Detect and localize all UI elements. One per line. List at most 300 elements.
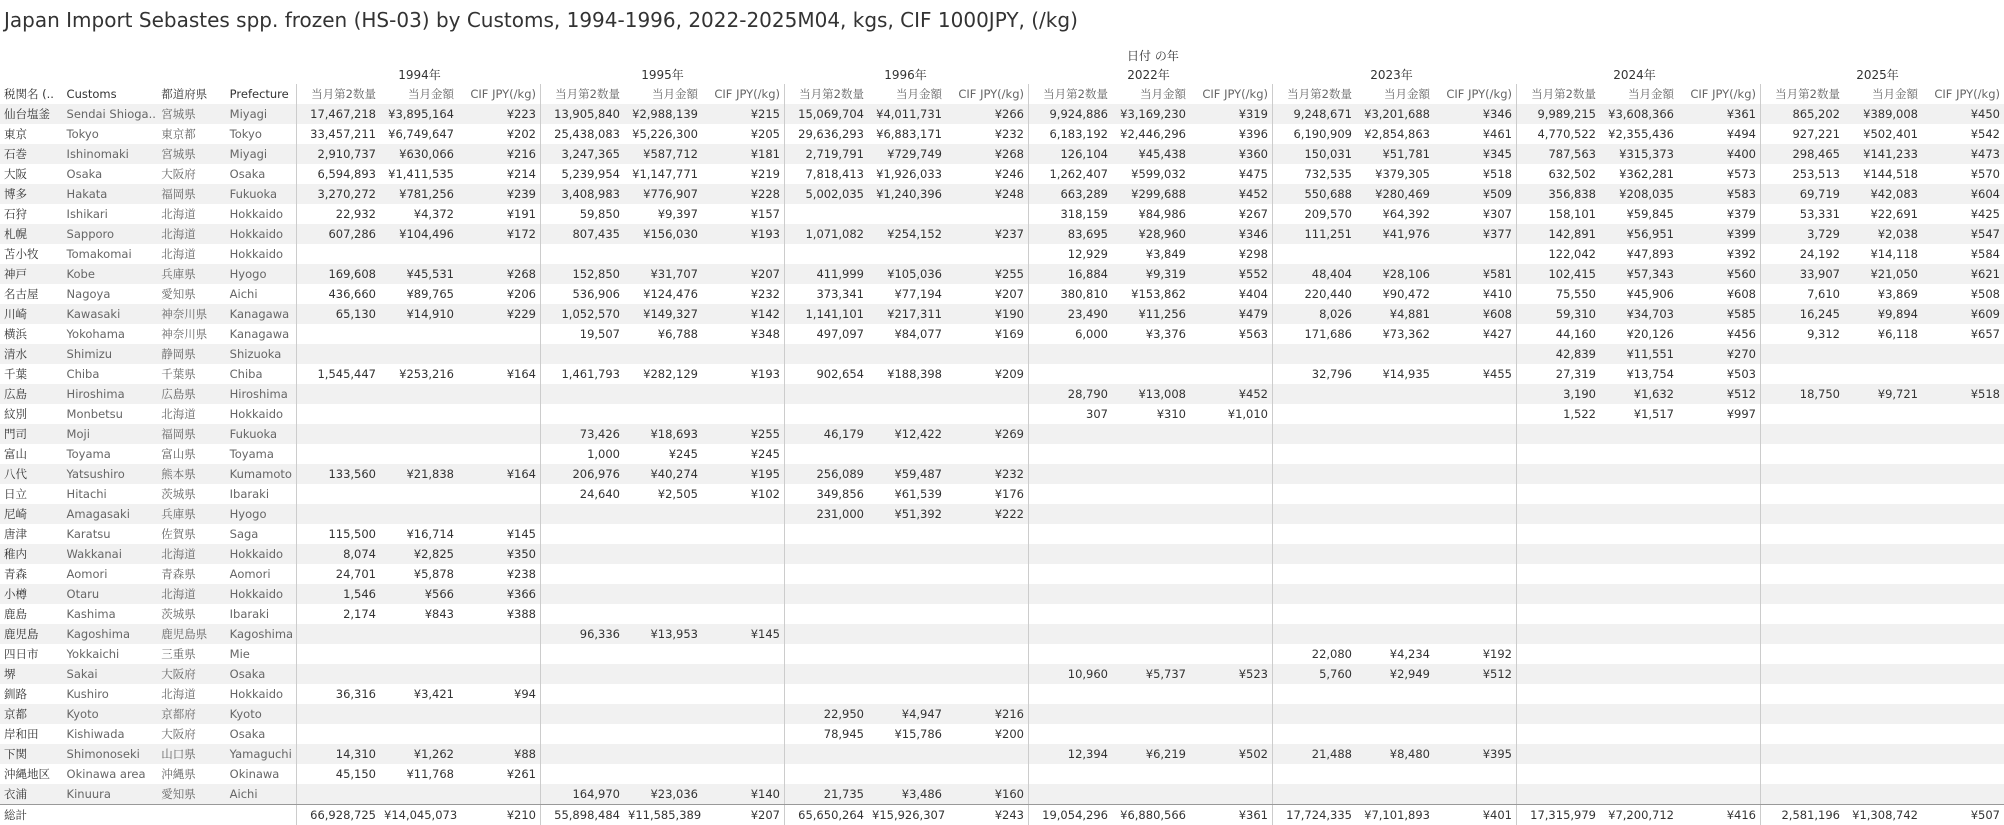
customs-name-jp: 仙台塩釜 — [4, 107, 50, 121]
customs-name-jp: 釧路 — [4, 687, 27, 701]
table-row — [0, 324, 2004, 344]
year-cell-group — [1272, 364, 1516, 384]
quantity-cell: 14,310 — [335, 747, 376, 761]
amount-cell: ¥11,768 — [406, 767, 454, 781]
year-cell-group — [1272, 744, 1516, 764]
cif-cell: ¥88 — [514, 747, 536, 761]
year-cell-group — [1028, 144, 1272, 164]
amount-cell: ¥1,147,771 — [632, 167, 698, 181]
year-cell-group — [784, 744, 1028, 764]
measure-header: 当月金額 — [408, 87, 454, 101]
cif-cell: ¥193 — [750, 227, 780, 241]
customs-name-en: Kyoto — [66, 707, 99, 721]
measure-header: CIF JPY(/kg) — [958, 87, 1024, 101]
year-cell-group — [540, 204, 784, 224]
prefecture-en: Shizuoka — [229, 347, 282, 361]
amount-cell: ¥18,693 — [650, 427, 698, 441]
amount-cell: ¥149,327 — [643, 307, 698, 321]
prefecture-en: Kanagawa — [229, 327, 290, 341]
year-cell-group — [1028, 104, 1272, 124]
table-row — [0, 744, 2004, 764]
prefecture-jp: 大阪府 — [161, 667, 196, 681]
amount-cell: ¥45,906 — [1626, 287, 1674, 301]
year-cell-group — [1516, 564, 1760, 584]
amount-cell: ¥12,422 — [894, 427, 942, 441]
year-cell-group — [1760, 704, 2004, 724]
amount-cell: ¥59,845 — [1626, 207, 1674, 221]
quantity-cell: 19,507 — [579, 327, 620, 341]
year-cell-group — [1760, 444, 2004, 464]
quantity-cell: 298,465 — [1792, 147, 1840, 161]
quantity-cell: 65,130 — [335, 307, 376, 321]
year-cell-group — [540, 364, 784, 384]
customs-name-jp: 神戸 — [4, 267, 27, 281]
year-header: 1994年 — [398, 68, 441, 82]
year-cell-group — [784, 664, 1028, 684]
measure-header-group — [1028, 84, 1272, 104]
year-cell-group — [784, 164, 1028, 184]
amount-cell: ¥22,691 — [1870, 207, 1918, 221]
amount-cell: ¥15,786 — [894, 727, 942, 741]
amount-cell: ¥1,517 — [1633, 407, 1674, 421]
amount-cell: ¥2,355,436 — [1608, 127, 1674, 141]
amount-cell: ¥1,262 — [413, 747, 454, 761]
year-cell-group — [784, 564, 1028, 584]
total-cif-cell: ¥210 — [506, 808, 536, 822]
prefecture-jp: 兵庫県 — [161, 507, 196, 521]
amount-cell: ¥1,411,535 — [388, 167, 454, 181]
amount-cell: ¥14,910 — [406, 307, 454, 321]
year-cell-group — [1028, 724, 1272, 744]
table-row — [0, 224, 2004, 244]
prefecture-jp: 宮城県 — [161, 107, 196, 121]
year-cell-group — [1272, 404, 1516, 424]
amount-cell: ¥144,518 — [1863, 167, 1918, 181]
total-cif-cell: ¥207 — [750, 808, 780, 822]
amount-cell: ¥843 — [424, 607, 454, 621]
year-cell-group — [1028, 664, 1272, 684]
year-cell-group — [1272, 144, 1516, 164]
year-cell-group — [540, 164, 784, 184]
quantity-cell: 220,440 — [1304, 287, 1352, 301]
quantity-cell: 13,905,840 — [554, 107, 620, 121]
quantity-cell: 9,312 — [1807, 327, 1840, 341]
cif-cell: ¥255 — [750, 427, 780, 441]
year-cell-group — [1028, 784, 1272, 804]
year-cell-group — [1272, 224, 1516, 244]
cif-cell: ¥608 — [1482, 307, 1512, 321]
cif-cell: ¥239 — [506, 187, 536, 201]
quantity-cell: 171,686 — [1304, 327, 1352, 341]
cif-cell: ¥345 — [1482, 147, 1512, 161]
total-cell-group — [784, 805, 1028, 825]
year-cell-group — [1516, 744, 1760, 764]
table-row — [0, 664, 2004, 684]
year-header-row — [0, 64, 2004, 84]
year-cell-group — [1760, 484, 2004, 504]
customs-name-en: Sendai Shioga.. — [66, 107, 156, 121]
cif-cell: ¥298 — [1238, 247, 1268, 261]
total-amount-cell: ¥6,880,566 — [1120, 808, 1186, 822]
quantity-cell: 29,636,293 — [798, 127, 864, 141]
cif-cell: ¥509 — [1482, 187, 1512, 201]
measure-header: 当月金額 — [1628, 87, 1674, 101]
year-header: 2024年 — [1613, 68, 1656, 82]
prefecture-jp: 富山県 — [161, 447, 196, 461]
measure-header: 当月第2数量 — [1531, 87, 1596, 101]
cif-cell: ¥346 — [1482, 107, 1512, 121]
quantity-cell: 1,000 — [587, 447, 620, 461]
measure-header: CIF JPY(/kg) — [1690, 87, 1756, 101]
year-cell-group — [1760, 664, 2004, 684]
customs-name-en: Karatsu — [66, 527, 111, 541]
prefecture-jp: 北海道 — [161, 687, 196, 701]
page-title: Japan Import Sebastes spp. frozen (HS-03) by Customs, 1994-1996, 2022-2025M04, kgs, CIF 1000JPY, (/kg) — [4, 8, 1078, 32]
prefecture-jp: 北海道 — [161, 207, 196, 221]
quantity-cell: 3,247,365 — [561, 147, 620, 161]
customs-name-en: Kushiro — [66, 687, 109, 701]
cif-cell: ¥583 — [1726, 187, 1756, 201]
year-cell-group — [296, 364, 540, 384]
quantity-cell: 150,031 — [1304, 147, 1352, 161]
total-amount-cell: ¥1,308,742 — [1852, 808, 1918, 822]
year-cell-group — [784, 364, 1028, 384]
year-cell-group — [784, 544, 1028, 564]
cif-cell: ¥193 — [750, 367, 780, 381]
quantity-cell: 21,488 — [1311, 747, 1352, 761]
amount-cell: ¥34,703 — [1626, 307, 1674, 321]
amount-cell: ¥280,469 — [1375, 187, 1430, 201]
customs-name-jp: 富山 — [4, 447, 27, 461]
year-cell-group — [1028, 284, 1272, 304]
customs-name-jp: 石巻 — [4, 147, 27, 161]
customs-name-jp: 東京 — [4, 127, 27, 141]
customs-name-en: Monbetsu — [66, 407, 123, 421]
measure-header-group — [1516, 84, 1760, 104]
amount-cell: ¥40,274 — [650, 467, 698, 481]
amount-cell: ¥6,118 — [1877, 327, 1918, 341]
year-cell-group — [784, 104, 1028, 124]
cif-cell: ¥621 — [1970, 267, 2000, 281]
year-cell-group — [1760, 504, 2004, 524]
cif-cell: ¥172 — [506, 227, 536, 241]
year-cell-group — [784, 324, 1028, 344]
year-cell-group — [296, 564, 540, 584]
year-cell-group — [1272, 684, 1516, 704]
year-cell-group — [1028, 164, 1272, 184]
cif-cell: ¥261 — [506, 767, 536, 781]
customs-name-en: Yokkaichi — [66, 647, 120, 661]
cif-cell: ¥270 — [1726, 347, 1756, 361]
quantity-cell: 9,924,886 — [1049, 107, 1108, 121]
customs-name-en: Kawasaki — [66, 307, 121, 321]
year-cell-group — [540, 424, 784, 444]
year-cell-group — [1516, 624, 1760, 644]
cif-cell: ¥400 — [1726, 147, 1756, 161]
customs-name-en: Aomori — [66, 567, 108, 581]
customs-name-en: Kishiwada — [66, 727, 125, 741]
cif-cell: ¥609 — [1970, 307, 2000, 321]
quantity-cell: 8,074 — [343, 547, 376, 561]
measure-header: 当月金額 — [652, 87, 698, 101]
quantity-cell: 231,000 — [816, 507, 864, 521]
customs-name-en: Nagoya — [66, 287, 111, 301]
year-header: 1995年 — [641, 68, 684, 82]
amount-cell: ¥14,935 — [1382, 367, 1430, 381]
customs-name-jp: 岸和田 — [4, 727, 39, 741]
year-header: 2022年 — [1127, 68, 1170, 82]
row-header-label: 税関名 (.. — [4, 87, 54, 101]
amount-cell: ¥3,608,366 — [1608, 107, 1674, 121]
cif-cell: ¥219 — [750, 167, 780, 181]
prefecture-en: Kagoshima — [229, 627, 294, 641]
cif-cell: ¥209 — [994, 367, 1024, 381]
year-cell-group — [1272, 484, 1516, 504]
quantity-cell: 380,810 — [1060, 287, 1108, 301]
year-cell-group — [1028, 184, 1272, 204]
cif-cell: ¥190 — [994, 307, 1024, 321]
prefecture-en: Miyagi — [229, 147, 268, 161]
amount-cell: ¥59,487 — [894, 467, 942, 481]
year-cell-group — [1516, 544, 1760, 564]
cif-cell: ¥229 — [506, 307, 536, 321]
customs-name-en: Sakai — [66, 667, 98, 681]
amount-cell: ¥84,986 — [1138, 207, 1186, 221]
year-cell-group — [784, 764, 1028, 784]
year-cell-group — [296, 784, 540, 804]
quantity-cell: 10,960 — [1067, 667, 1108, 681]
year-cell-group — [784, 144, 1028, 164]
total-cell-group — [1028, 805, 1272, 825]
cif-cell: ¥475 — [1238, 167, 1268, 181]
year-cell-group — [540, 464, 784, 484]
quantity-cell: 436,660 — [328, 287, 376, 301]
cif-cell: ¥508 — [1970, 287, 2000, 301]
prefecture-jp: 山口県 — [161, 747, 196, 761]
cif-cell: ¥657 — [1970, 327, 2000, 341]
year-cell-group — [296, 264, 540, 284]
customs-name-en: Hitachi — [66, 487, 107, 501]
customs-name-jp: 札幌 — [4, 227, 27, 241]
cif-cell: ¥206 — [506, 287, 536, 301]
cif-cell: ¥207 — [994, 287, 1024, 301]
quantity-cell: 142,891 — [1548, 227, 1596, 241]
year-cell-group — [1760, 244, 2004, 264]
year-cell-group — [1516, 444, 1760, 464]
quantity-cell: 133,560 — [328, 467, 376, 481]
amount-cell: ¥20,126 — [1626, 327, 1674, 341]
customs-name-en: Chiba — [66, 367, 100, 381]
year-cell-group — [1028, 364, 1272, 384]
amount-cell: ¥3,849 — [1145, 247, 1186, 261]
cif-cell: ¥479 — [1238, 307, 1268, 321]
cif-cell: ¥570 — [1970, 167, 2000, 181]
year-cell-group — [296, 724, 540, 744]
quantity-cell: 256,089 — [816, 467, 864, 481]
amount-cell: ¥776,907 — [643, 187, 698, 201]
measure-header: 当月第2数量 — [1043, 87, 1108, 101]
customs-name-en: Osaka — [66, 167, 103, 181]
year-cell-group — [540, 504, 784, 524]
year-cell-group — [540, 704, 784, 724]
cif-cell: ¥145 — [506, 527, 536, 541]
cif-cell: ¥503 — [1726, 367, 1756, 381]
table-row — [0, 264, 2004, 284]
quantity-cell: 3,190 — [1563, 387, 1596, 401]
year-cell-group — [296, 484, 540, 504]
total-quantity-cell: 19,054,296 — [1042, 808, 1108, 822]
prefecture-jp: 北海道 — [161, 227, 196, 241]
table-row — [0, 724, 2004, 744]
quantity-cell: 6,000 — [1075, 327, 1108, 341]
customs-name-jp: 稚内 — [4, 547, 27, 561]
year-cell-group — [1272, 424, 1516, 444]
year-header: 1996年 — [884, 68, 927, 82]
year-cell-group — [540, 344, 784, 364]
year-cell-group — [296, 284, 540, 304]
cif-cell: ¥200 — [994, 727, 1024, 741]
cif-cell: ¥268 — [506, 267, 536, 281]
quantity-cell: 7,610 — [1807, 287, 1840, 301]
prefecture-jp: 広島県 — [161, 387, 196, 401]
year-cell-group — [1516, 104, 1760, 124]
year-cell-group — [296, 584, 540, 604]
table-row — [0, 284, 2004, 304]
cif-cell: ¥518 — [1970, 387, 2000, 401]
measure-header: 当月第2数量 — [311, 87, 376, 101]
quantity-cell: 550,688 — [1304, 187, 1352, 201]
year-cell-group — [1760, 524, 2004, 544]
measure-header: 当月第2数量 — [555, 87, 620, 101]
amount-cell: ¥61,539 — [894, 487, 942, 501]
quantity-cell: 3,408,983 — [561, 187, 620, 201]
cif-cell: ¥176 — [994, 487, 1024, 501]
year-header: 2025年 — [1856, 68, 1899, 82]
year-cell-group — [296, 524, 540, 544]
year-cell-group — [296, 224, 540, 244]
year-cell-group — [1272, 184, 1516, 204]
year-cell-group — [1760, 224, 2004, 244]
year-cell-group — [1760, 684, 2004, 704]
customs-name-jp: 四日市 — [4, 647, 39, 661]
prefecture-en: Osaka — [229, 167, 266, 181]
amount-cell: ¥729,749 — [887, 147, 942, 161]
measure-header: CIF JPY(/kg) — [1446, 87, 1512, 101]
year-cell-group — [1760, 464, 2004, 484]
quantity-cell: 373,341 — [816, 287, 864, 301]
prefecture-en: Hiroshima — [229, 387, 288, 401]
customs-name-jp: 鹿児島 — [4, 627, 39, 641]
table-body — [0, 104, 2004, 804]
year-cell-group — [1760, 364, 2004, 384]
crosstab-table — [0, 44, 2004, 825]
year-cell-group — [296, 444, 540, 464]
year-cell-group — [296, 184, 540, 204]
year-cell-group — [1760, 404, 2004, 424]
quantity-cell: 24,701 — [335, 567, 376, 581]
prefecture-en: Ibaraki — [229, 487, 270, 501]
total-cell-group — [1272, 805, 1516, 825]
prefecture-jp: 宮城県 — [161, 147, 196, 161]
measure-header-group — [540, 84, 784, 104]
table-row — [0, 404, 2004, 424]
amount-cell: ¥2,038 — [1877, 227, 1918, 241]
year-cell-group — [296, 164, 540, 184]
prefecture-en: Toyama — [229, 447, 274, 461]
amount-cell: ¥14,118 — [1870, 247, 1918, 261]
year-cell-group — [1028, 564, 1272, 584]
year-cell-group — [540, 224, 784, 244]
quantity-cell: 15,069,704 — [798, 107, 864, 121]
quantity-cell: 1,546 — [343, 587, 376, 601]
amount-cell: ¥299,688 — [1131, 187, 1186, 201]
amount-cell: ¥254,152 — [887, 227, 942, 241]
year-cell-group — [1028, 464, 1272, 484]
cif-cell: ¥396 — [1238, 127, 1268, 141]
year-cell-group — [540, 524, 784, 544]
prefecture-en: Saga — [229, 527, 259, 541]
customs-name-jp: 日立 — [4, 487, 27, 501]
year-cell-group — [1028, 684, 1272, 704]
quantity-cell: 536,906 — [572, 287, 620, 301]
amount-cell: ¥73,362 — [1382, 327, 1430, 341]
table-row — [0, 484, 2004, 504]
amount-cell: ¥6,749,647 — [388, 127, 454, 141]
year-cell-group — [1272, 464, 1516, 484]
year-cell-group — [1760, 424, 2004, 444]
year-cell-group — [540, 584, 784, 604]
total-cif-cell: ¥243 — [994, 808, 1024, 822]
year-cell-group — [1272, 544, 1516, 564]
year-cell-group — [784, 444, 1028, 464]
cif-cell: ¥223 — [506, 107, 536, 121]
customs-name-jp: 川崎 — [4, 307, 27, 321]
cif-cell: ¥518 — [1482, 167, 1512, 181]
table-row — [0, 504, 2004, 524]
prefecture-en: Fukuoka — [229, 427, 278, 441]
year-cell-group — [296, 244, 540, 264]
amount-cell: ¥8,480 — [1389, 747, 1430, 761]
customs-name-en: Sapporo — [66, 227, 115, 241]
quantity-cell: 865,202 — [1792, 107, 1840, 121]
cif-cell: ¥232 — [994, 467, 1024, 481]
quantity-cell: 122,042 — [1548, 247, 1596, 261]
cif-cell: ¥348 — [750, 327, 780, 341]
year-cell-group — [1760, 784, 2004, 804]
year-cell-group — [540, 184, 784, 204]
quantity-cell: 1,545,447 — [317, 367, 376, 381]
quantity-cell: 663,289 — [1060, 187, 1108, 201]
cif-cell: ¥157 — [750, 207, 780, 221]
measure-header-group — [1272, 84, 1516, 104]
year-cell-group — [784, 284, 1028, 304]
quantity-cell: 18,750 — [1799, 387, 1840, 401]
year-cell-group — [1028, 424, 1272, 444]
quantity-cell: 1,461,793 — [561, 367, 620, 381]
amount-cell: ¥13,008 — [1138, 387, 1186, 401]
prefecture-en: Osaka — [229, 727, 266, 741]
cif-cell: ¥388 — [506, 607, 536, 621]
customs-name-en: Ishikari — [66, 207, 108, 221]
amount-cell: ¥5,878 — [413, 567, 454, 581]
customs-name-jp: 京都 — [4, 707, 27, 721]
year-cell-group — [1028, 764, 1272, 784]
quantity-cell: 102,415 — [1548, 267, 1596, 281]
quantity-cell: 45,150 — [335, 767, 376, 781]
quantity-cell: 6,183,192 — [1049, 127, 1108, 141]
amount-cell: ¥124,476 — [643, 287, 698, 301]
quantity-cell: 206,976 — [572, 467, 620, 481]
